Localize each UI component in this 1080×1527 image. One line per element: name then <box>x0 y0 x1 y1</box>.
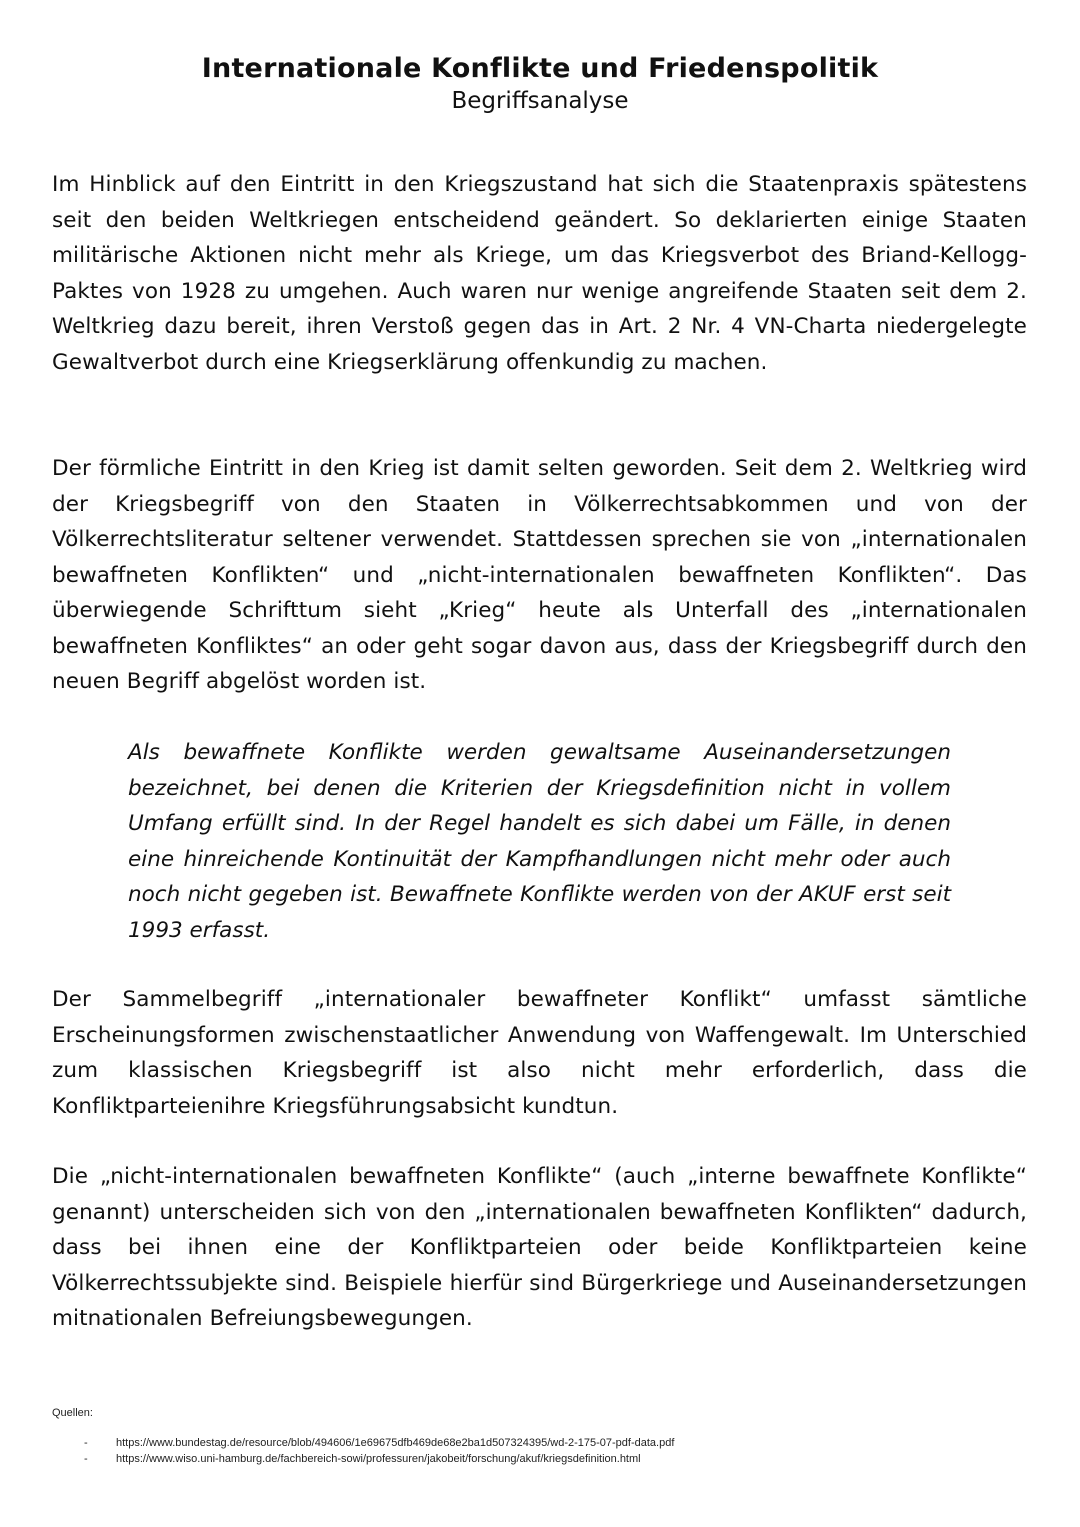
document-subtitle: Begriffsanalyse <box>451 88 629 114</box>
paragraph-nicht-internationaler-konflikt: Die „nicht-internationalen bewaffneten Konflikte“ (auch „interne bewaffnete Konflikte“ genannt) unterscheiden sich von den „internationalen bewaffneten Konflikten“ dadurch, dass bei ihnen eine der Konfliktparteien oder beide Konfliktparteien keine Völkerrechtssubjekte sind. Beispiele hierfür sind Bürgerkriege und Auseinandersetzungen mitnationalen Befreiungsbewegungen. <box>52 1164 1027 1331</box>
source-url[interactable]: https://www.wiso.uni-hamburg.de/fachbereich-sowi/professuren/jakobeit/forschung/akuf/kriegsdefinition.html <box>116 1453 641 1465</box>
sources-list <box>52 1435 1032 1467</box>
bullet-dash: - <box>84 1453 88 1465</box>
source-url[interactable]: https://www.bundestag.de/resource/blob/494606/1e69675dfb469de68e2ba1d507324395/wd-2-175-07-pdf-data.pdf <box>116 1437 675 1449</box>
sources-label: Quellen: <box>52 1407 93 1419</box>
paragraph-kriegsbegriff: Der förmliche Eintritt in den Krieg ist damit selten geworden. Seit dem 2. Weltkrieg wird der Kriegsbegriff von den Staaten in Völkerrechtsabkommen und von der Völkerrechtsliteratur seltener verwendet. Stattdessen sprechen sie von „internationalen bewaffneten Konflikten“ und „nicht-internationalen bewaffneten Konflikten“. Das überwiegende Schrifttum sieht „Krieg“ heute als Unterfall des „internationalen bewaffneten Konfliktes“ an oder geht sogar davon aus, dass der Kriegsbegriff durch den neuen Begriff abgelöst worden ist. <box>52 456 1027 694</box>
source-item <box>52 1451 1032 1467</box>
document-header <box>0 52 1080 116</box>
block-quote-definition: Als bewaffnete Konflikte werden gewaltsame Auseinandersetzungen bezeichnet, bei denen die Kriterien der Kriegsdefinition nicht in vollem Umfang erfüllt sind. In der Regel handelt es sich dabei um Fälle, in denen eine hinreichende Kontinuität der Kampfhandlungen nicht mehr oder auch noch nicht gegeben ist. Bewaffnete Konflikte werden von der AKUF erst seit 1993 erfasst. <box>128 740 951 943</box>
sources-section <box>52 1405 1032 1467</box>
document-title: Internationale Konflikte und Friedenspolitik <box>201 53 879 84</box>
bullet-dash: - <box>84 1437 88 1449</box>
paragraph-internationaler-konflikt: Der Sammelbegriff „internationaler bewaffneter Konflikt“ umfasst sämtliche Erscheinungsformen zwischenstaatlicher Anwendung von Waffengewalt. Im Unterschied zum klassischen Kriegsbegriff ist also nicht mehr erforderlich, dass die Konfliktparteienihre Kriegsführungsabsicht kundtun. <box>52 987 1027 1119</box>
paragraph-kriegszustand: Im Hinblick auf den Eintritt in den Kriegszustand hat sich die Staatenpraxis spätestens seit den beiden Weltkriegen entscheidend geändert. So deklarierten einige Staaten militärische Aktionen nicht mehr als Kriege, um das Kriegsverbot des Briand-Kellogg-Paktes von 1928 zu umgehen. Auch waren nur wenige angreifende Staaten seit dem 2. Weltkrieg dazu bereit, ihren Verstoß gegen das in Art. 2 Nr. 4 VN-Charta niedergelegte Gewaltverbot durch eine Kriegserklärung offenkundig zu machen. <box>52 172 1027 375</box>
source-item <box>52 1435 1032 1451</box>
